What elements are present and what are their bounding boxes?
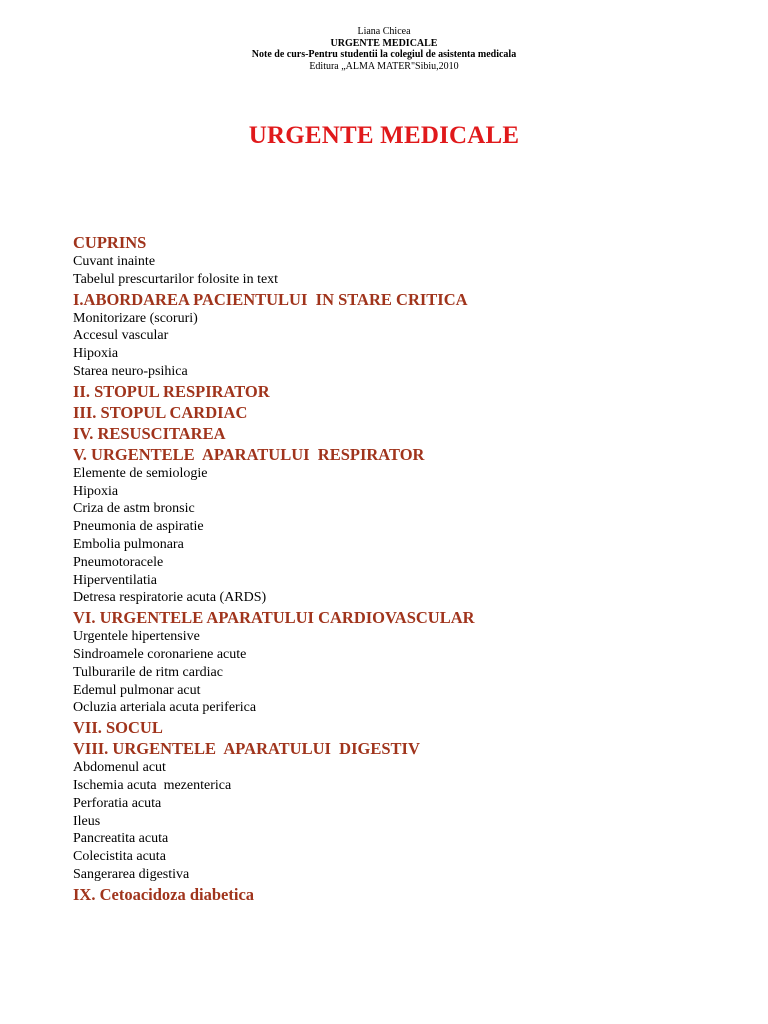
toc-item: Abdomenul acut (73, 760, 166, 776)
toc-item: Pneumotoracele (73, 554, 164, 570)
toc-item: Hipoxia (73, 346, 119, 362)
publisher-line: Editura „ALMA MATER"Sibiu,2010 (309, 60, 459, 72)
toc-item: Embolia pulmonara (73, 536, 184, 552)
toc-heading: I.ABORDAREA PACIENTULUI IN STARE CRITICA (73, 289, 468, 309)
toc-item: Tulburarile de ritm cardiac (73, 664, 223, 680)
document-header (0, 26, 768, 72)
toc-heading: CUPRINS (73, 233, 147, 252)
toc-item: Pancreatita acuta (73, 831, 169, 847)
toc-item: Accesul vascular (73, 328, 169, 344)
toc-item: Monitorizare (scoruri) (73, 310, 198, 326)
toc-item: Detresa respiratorie acuta (ARDS) (73, 590, 267, 606)
toc-heading: VIII. URGENTELE APARATULUI DIGESTIV (73, 739, 420, 759)
toc-item: Ocluzia arteriala acuta periferica (73, 700, 257, 716)
book-subtitle: Note de curs-Pentru studentii la colegiul de asistenta medicala (251, 49, 517, 60)
toc-item: Hiperventilatia (73, 572, 157, 588)
toc-heading: II. STOPUL RESPIRATOR (73, 381, 270, 401)
toc-item: Ischemia acuta mezenterica (73, 777, 232, 793)
book-title-small: URGENTE MEDICALE (330, 37, 438, 49)
page-title: URGENTE MEDICALE (248, 122, 520, 149)
toc-item: Hipoxia (73, 483, 119, 499)
toc-heading: VII. SOCUL (73, 718, 163, 738)
toc-item: Sangerarea digestiva (73, 866, 190, 882)
toc-heading: III. STOPUL CARDIAC (73, 402, 248, 422)
toc-item: Urgentele hipertensive (73, 629, 200, 645)
toc-item: Colecistita acuta (73, 849, 166, 865)
toc-item: Perforatia acuta (73, 795, 162, 811)
toc-item: Starea neuro-psihica (73, 363, 188, 379)
author-name: Liana Chicea (357, 26, 411, 37)
toc-item: Sindroamele coronariene acute (73, 646, 247, 662)
toc-item: Edemul pulmonar acut (73, 682, 201, 698)
toc-heading: IX. Cetoacidoza diabetica (73, 884, 255, 904)
toc-heading: IV. RESUSCITAREA (73, 423, 226, 443)
toc-item: Tabelul prescurtarilor folosite in text (73, 271, 279, 287)
toc-item: Pneumonia de aspiratie (73, 519, 204, 535)
toc-heading: V. URGENTELE APARATULUI RESPIRATOR (73, 444, 425, 464)
toc-item: Cuvant inainte (73, 254, 156, 269)
toc-item: Elemente de semiologie (73, 465, 208, 481)
table-of-contents (73, 232, 733, 905)
toc-item: Criza de astm bronsic (73, 501, 195, 517)
toc-item: Ileus (73, 813, 101, 829)
toc-heading: VI. URGENTELE APARATULUI CARDIOVASCULAR (73, 608, 475, 628)
